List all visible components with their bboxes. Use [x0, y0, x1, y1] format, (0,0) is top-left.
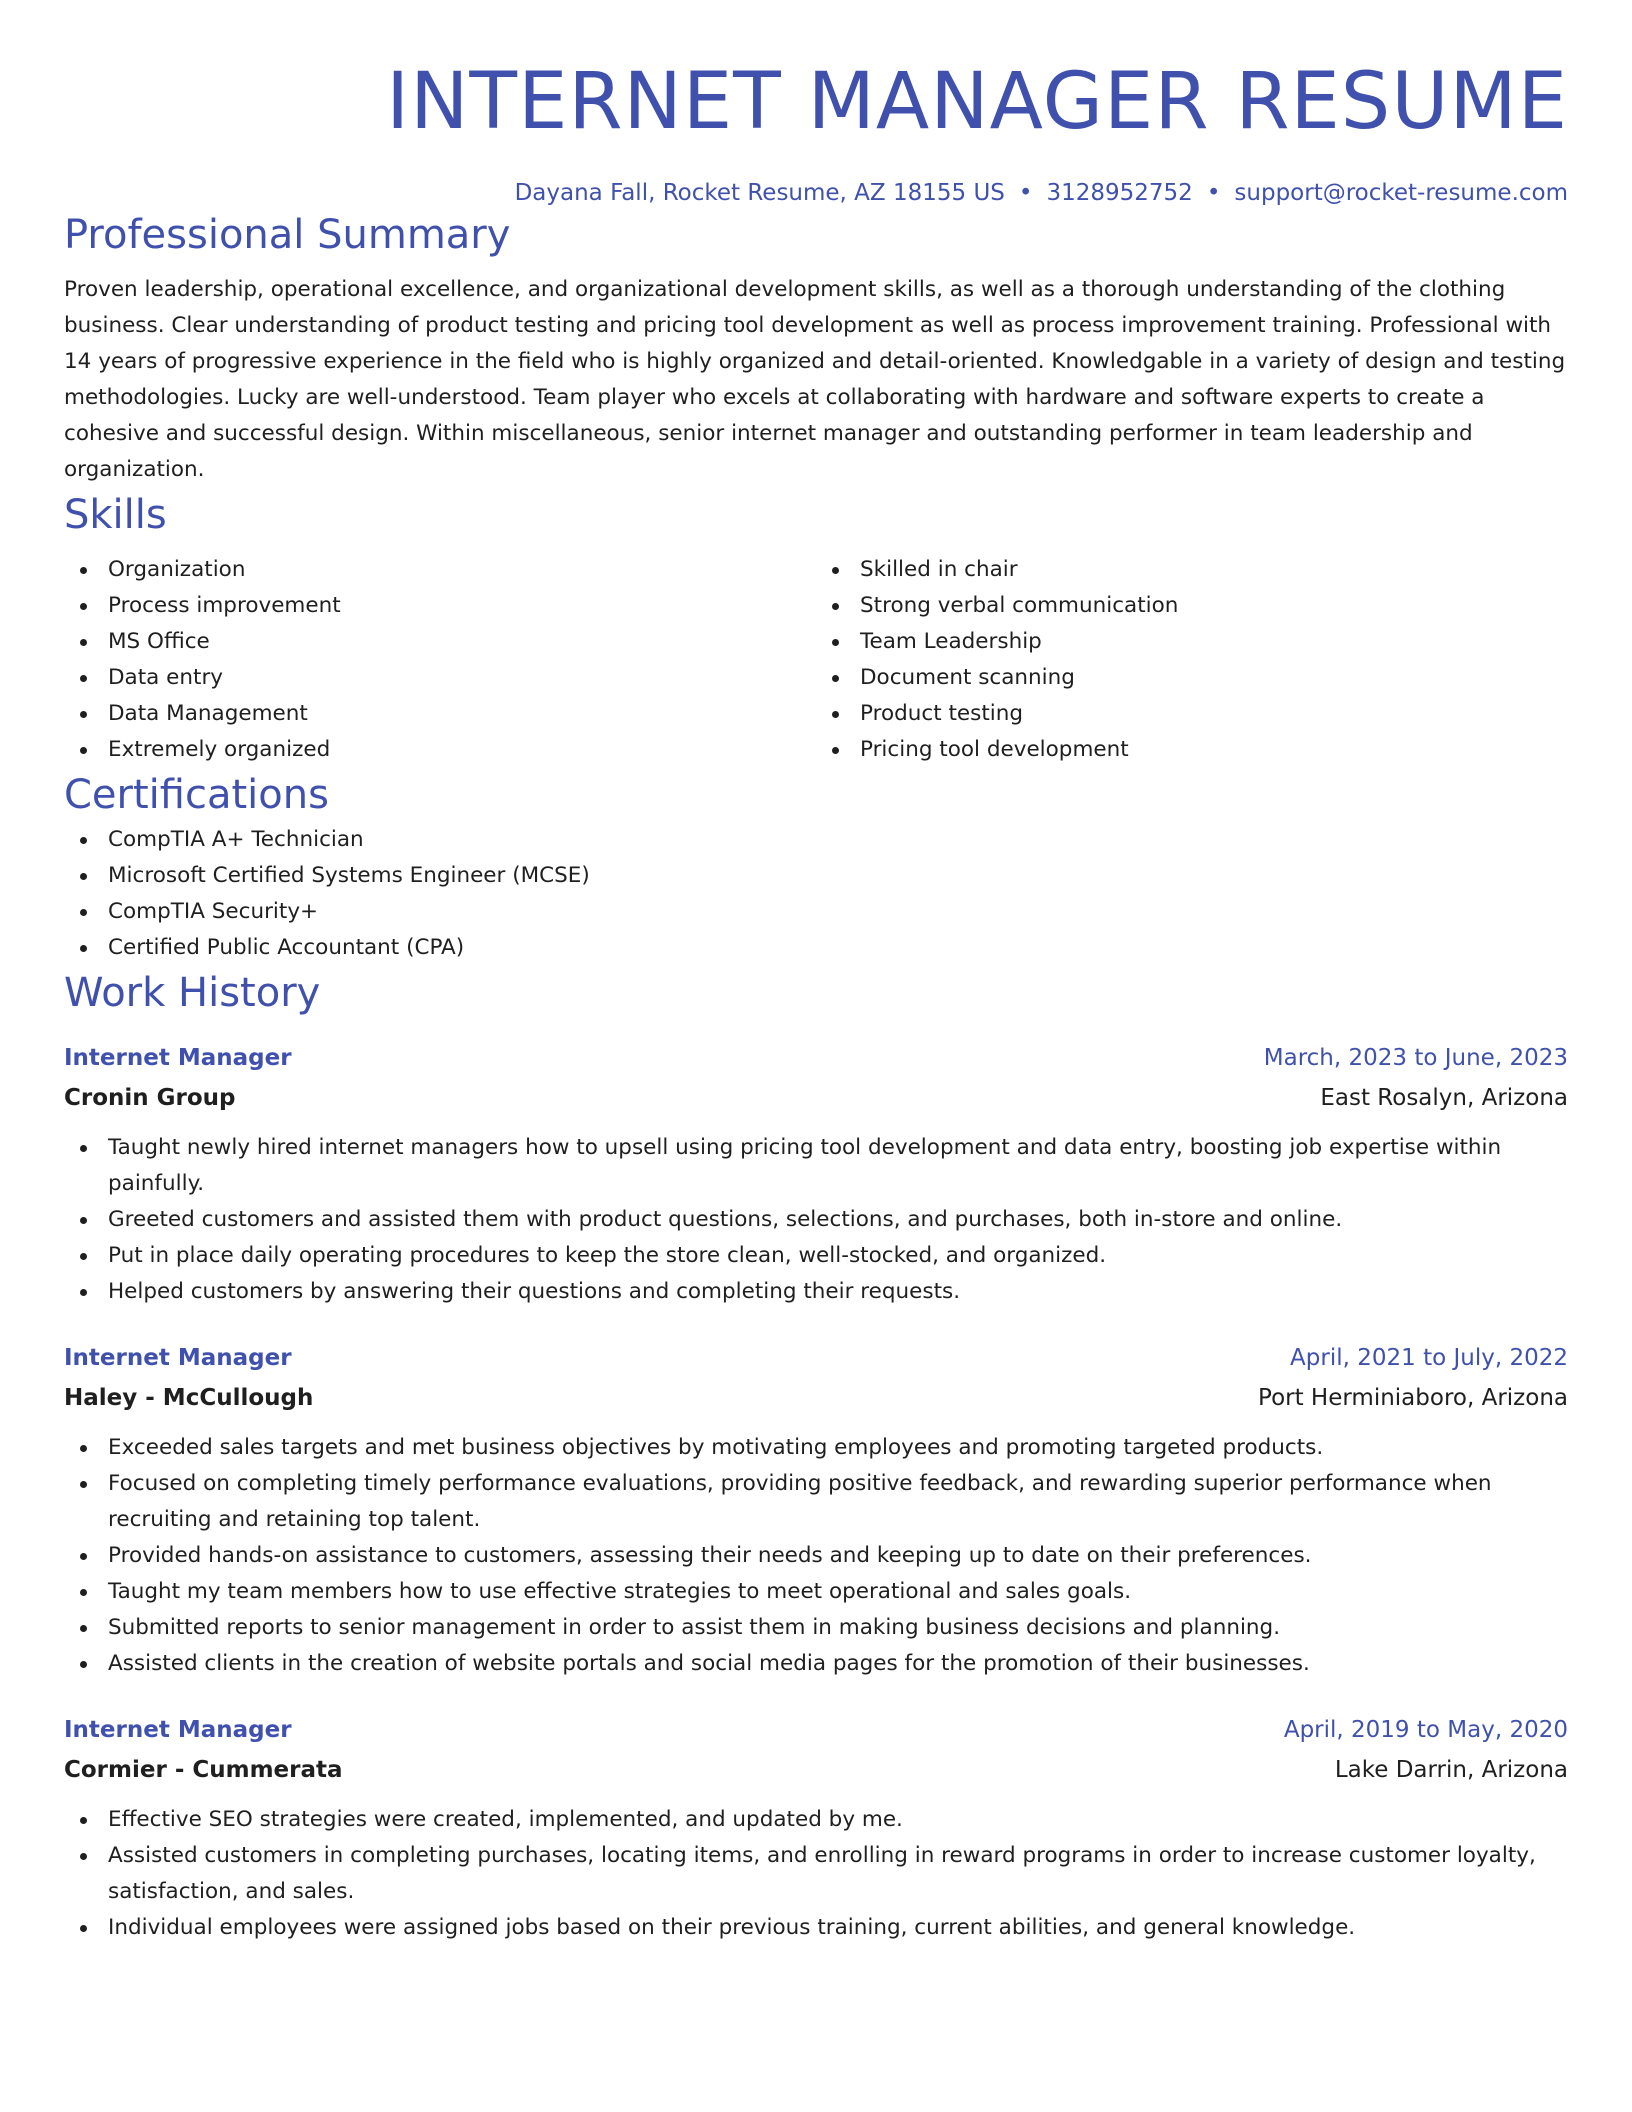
- job-dates: April, 2019 to May, 2020: [1283, 1717, 1568, 1743]
- job-company-row: [64, 1078, 1568, 1118]
- job-location: Lake Darrin, Arizona: [1334, 1757, 1568, 1783]
- job-dates: March, 2023 to June, 2023: [1263, 1045, 1568, 1071]
- skills-list-right: [816, 552, 1568, 768]
- skill-item: Organization: [64, 552, 816, 588]
- job-bullet: Assisted customers in completing purchases, locating items, and enrolling in reward programs in order to increase customer loyalty, satisfaction, and sales.: [64, 1838, 1568, 1910]
- job-location: East Rosalyn, Arizona: [1320, 1085, 1568, 1111]
- skills-heading: Skills: [64, 492, 167, 538]
- job-title: Internet Manager: [64, 1345, 292, 1371]
- certification-item: Microsoft Certified Systems Engineer (MCSE): [64, 858, 1568, 894]
- skill-item: Document scanning: [816, 660, 1568, 696]
- job-company-row: [64, 1750, 1568, 1790]
- job-bullets: [64, 1430, 1568, 1682]
- certifications-list: [64, 822, 1568, 966]
- job-bullet: Focused on completing timely performance evaluations, providing positive feedback, and rewarding superior performance when recruiting and retaining top talent.: [64, 1466, 1568, 1538]
- job-company: Haley - McCullough: [64, 1385, 314, 1411]
- job-bullets: [64, 1802, 1568, 1946]
- certification-item: CompTIA Security+: [64, 894, 1568, 930]
- skill-item: Pricing tool development: [816, 732, 1568, 768]
- skill-item: Data entry: [64, 660, 816, 696]
- job-bullet: Greeted customers and assisted them with product questions, selections, and purchases, both in-store and online.: [64, 1202, 1568, 1238]
- job-entry: [64, 1338, 1568, 1682]
- job-bullet: Provided hands-on assistance to customers, assessing their needs and keeping up to date on their preferences.: [64, 1538, 1568, 1574]
- skills-list-left: [64, 552, 816, 768]
- job-bullets: [64, 1130, 1568, 1310]
- skill-item: MS Office: [64, 624, 816, 660]
- summary-heading: Professional Summary: [64, 212, 511, 258]
- work-history-heading: Work History: [64, 970, 321, 1016]
- job-header-row: [64, 1038, 1568, 1078]
- job-bullet: Assisted clients in the creation of website portals and social media pages for the promotion of their businesses.: [64, 1646, 1568, 1682]
- job-bullet: Effective SEO strategies were created, implemented, and updated by me.: [64, 1802, 1568, 1838]
- summary-text: Proven leadership, operational excellence, and organizational development skills, as well as a thorough understanding of the clothing business. Clear understanding of product testing and pricing tool development as well as process improvement training. Professional with 14 years of progressive experience in the field who is highly organized and detail-oriented. Knowledgable in a variety of design and testing methodologies. Lucky are well-understood. Team player who excels at collaborating with hardware and software experts to create a cohesive and successful design. Within miscellaneous, senior internet manager and outstanding performer in team leadership and organization.: [64, 277, 1566, 482]
- job-title: Internet Manager: [64, 1045, 292, 1071]
- job-header-row: [64, 1338, 1568, 1378]
- contact-separator: •: [1018, 180, 1033, 206]
- job-company: Cronin Group: [64, 1085, 236, 1111]
- job-header-row: [64, 1710, 1568, 1750]
- job-bullet: Helped customers by answering their questions and completing their requests.: [64, 1274, 1568, 1310]
- job-entry: [64, 1710, 1568, 1946]
- job-bullet: Individual employees were assigned jobs based on their previous training, current abilities, and general knowledge.: [64, 1910, 1568, 1946]
- job-company-row: [64, 1378, 1568, 1418]
- job-bullet: Exceeded sales targets and met business objectives by motivating employees and promoting targeted products.: [64, 1430, 1568, 1466]
- skills-columns: [64, 552, 1568, 768]
- contact-separator: •: [1206, 180, 1221, 206]
- contact-email: support@rocket-resume.com: [1234, 180, 1568, 206]
- job-location: Port Herminiaboro, Arizona: [1258, 1385, 1568, 1411]
- job-bullet: Taught newly hired internet managers how to upsell using pricing tool development and data entry, boosting job expertise within painfully.: [64, 1130, 1568, 1202]
- skill-item: Team Leadership: [816, 624, 1568, 660]
- job-bullet: Put in place daily operating procedures to keep the store clean, well-stocked, and organized.: [64, 1238, 1568, 1274]
- resume-title: INTERNET MANAGER RESUME: [386, 57, 1568, 147]
- certification-item: Certified Public Accountant (CPA): [64, 930, 1568, 966]
- job-entry: [64, 1038, 1568, 1310]
- certifications-heading: Certifications: [64, 772, 329, 818]
- skill-item: Product testing: [816, 696, 1568, 732]
- contact-phone: 3128952752: [1046, 180, 1193, 206]
- job-bullet: Submitted reports to senior management in order to assist them in making business decisions and planning.: [64, 1610, 1568, 1646]
- skill-item: Process improvement: [64, 588, 816, 624]
- job-dates: April, 2021 to July, 2022: [1290, 1345, 1568, 1371]
- job-company: Cormier - Cummerata: [64, 1757, 343, 1783]
- contact-address: Dayana Fall, Rocket Resume, AZ 18155 US: [514, 180, 1005, 206]
- job-title: Internet Manager: [64, 1717, 292, 1743]
- skill-item: Data Management: [64, 696, 816, 732]
- job-bullet: Taught my team members how to use effective strategies to meet operational and sales goals.: [64, 1574, 1568, 1610]
- skill-item: Strong verbal communication: [816, 588, 1568, 624]
- contact-line: [64, 178, 1568, 208]
- certification-item: CompTIA A+ Technician: [64, 822, 1568, 858]
- skill-item: Extremely organized: [64, 732, 816, 768]
- skill-item: Skilled in chair: [816, 552, 1568, 588]
